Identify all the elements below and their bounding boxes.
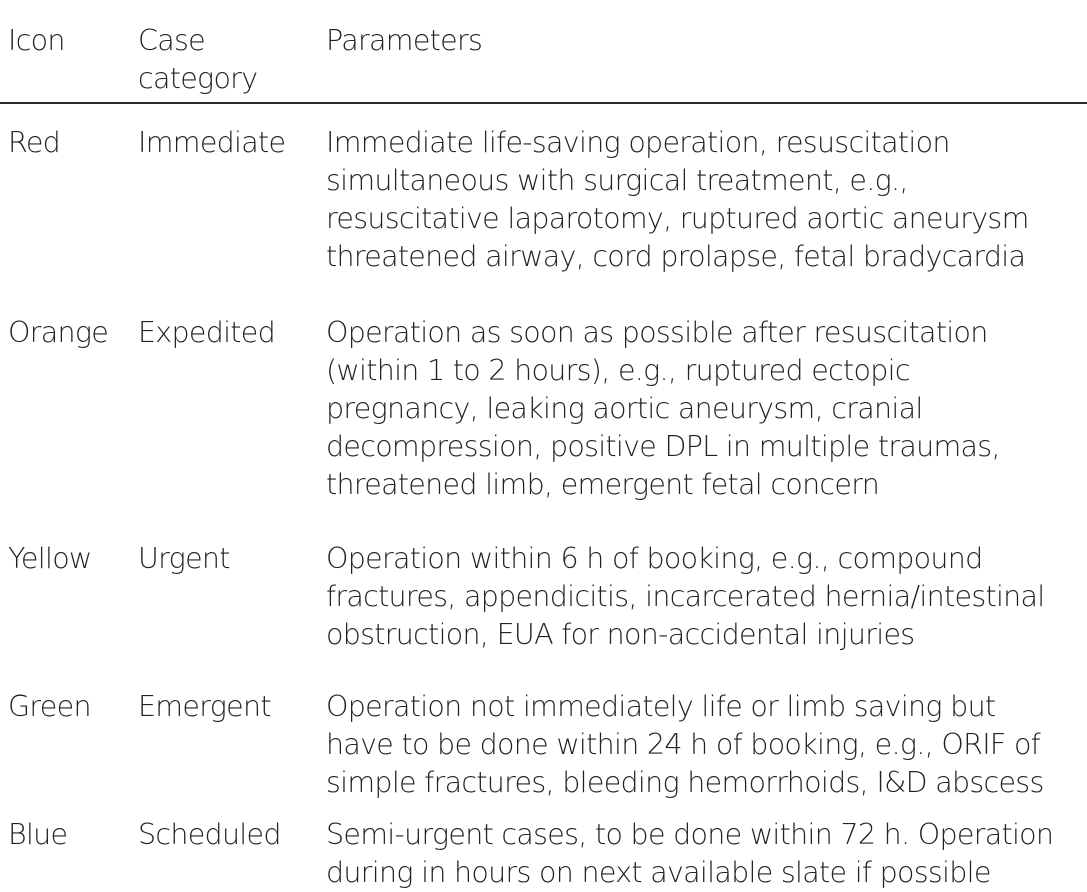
- param-line: fractures, appendicitis, incarcerated hernia/intestinal: [326, 580, 1045, 613]
- param-line: Semi-urgent cases, to be done within 72 h. Operation: [326, 818, 1054, 851]
- header-case-category-line1: Case: [138, 24, 205, 57]
- header-icon: Icon: [8, 24, 65, 57]
- row-icon: Orange: [8, 316, 109, 349]
- param-line: threatened limb, emergent fetal concern: [326, 468, 880, 501]
- param-line: obstruction, EUA for non-accidental injuries: [326, 618, 915, 651]
- row-parameters: [326, 540, 1045, 654]
- param-line: Operation as soon as possible after resuscitation: [326, 316, 988, 349]
- param-line: have to be done within 24 h of booking, e.g., ORIF of: [326, 728, 1041, 761]
- row-case-category: Expedited: [138, 316, 276, 349]
- row-parameters: [326, 688, 1044, 802]
- row-parameters: [326, 314, 1000, 504]
- table-header: [0, 0, 1087, 104]
- param-line: threatened airway, cord prolapse, fetal bradycardia: [326, 240, 1026, 273]
- header-case-category-line2: category: [138, 62, 258, 95]
- row-icon: Blue: [8, 818, 68, 851]
- param-line: decompression, positive DPL in multiple traumas,: [326, 430, 1000, 463]
- param-line: Operation not immediately life or limb saving but: [326, 690, 996, 723]
- row-parameters: [326, 124, 1029, 276]
- row-icon: Green: [8, 690, 91, 723]
- param-line: pregnancy, leaking aortic aneurysm, cranial: [326, 392, 923, 425]
- param-line: Immediate life-saving operation, resuscitation: [326, 126, 950, 159]
- row-case-category: Scheduled: [138, 818, 281, 851]
- param-line: simple fractures, bleeding hemorrhoids, I&D abscess: [326, 766, 1044, 799]
- param-line: during in hours on next available slate if possible: [326, 856, 991, 889]
- param-line: (within 1 to 2 hours), e.g., ruptured ectopic: [326, 354, 910, 387]
- param-line: resuscitative laparotomy, ruptured aortic aneurysm: [326, 202, 1029, 235]
- row-icon: Yellow: [8, 542, 92, 575]
- row-parameters: [326, 816, 1053, 892]
- param-line: simultaneous with surgical treatment, e.g.,: [326, 164, 908, 197]
- row-case-category: Emergent: [138, 690, 271, 723]
- header-parameters: Parameters: [326, 24, 483, 57]
- row-case-category: Immediate: [138, 126, 286, 159]
- row-case-category: Urgent: [138, 542, 230, 575]
- param-line: Operation within 6 h of booking, e.g., compound: [326, 542, 983, 575]
- header-case-category: [138, 22, 257, 98]
- row-icon: Red: [8, 126, 61, 159]
